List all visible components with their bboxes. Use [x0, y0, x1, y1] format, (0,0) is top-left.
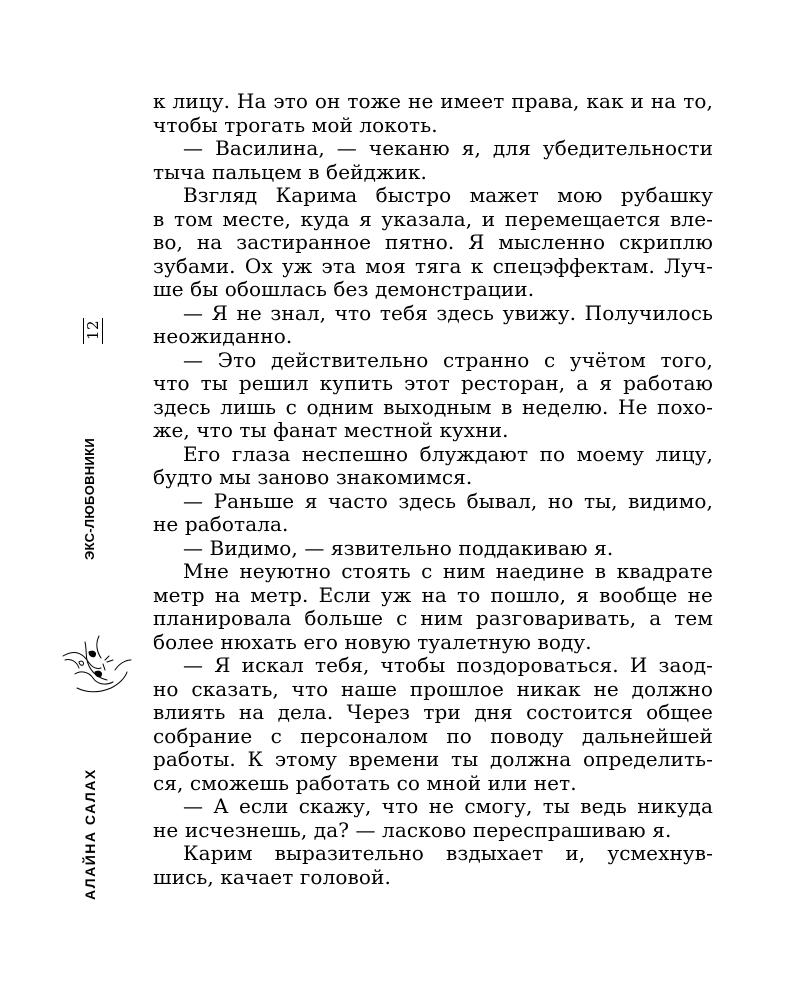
text-line: же, что ты фанат местной кухни.: [153, 418, 509, 442]
text-line: более нюхать его новую туалетную воду.: [153, 629, 592, 654]
text-line: будто мы заново знакомимся.: [153, 465, 473, 489]
floral-ornament-icon: [55, 630, 135, 710]
page-number: [83, 318, 103, 344]
text-line: тыча пальцем в бейджик.: [153, 159, 427, 184]
text-line: не исчезнешь, да? — ласково переспрашиваю я.: [153, 817, 672, 842]
text-line: работы. К этому времени ты должна определить-: [153, 747, 713, 771]
text-line: — Я не знал, что тебя здесь увижу. Получилось: [183, 300, 713, 325]
text-line: в том месте, куда я указала, и перемещается вле-: [153, 206, 713, 231]
text-line: планировала больше с ним разговаривать, а тем: [153, 606, 713, 630]
text-line: зубами. Ох уж эта моя тяга к спецэффектам. Луч-: [153, 253, 713, 278]
text-line: здесь лишь с одним выходным в неделю. Не похо-: [153, 394, 713, 419]
body-text: [153, 90, 713, 889]
text-line: метр на метр. Если уж на то пошло, я вообще не: [153, 582, 713, 607]
page-number-text: 12: [84, 319, 102, 340]
text-line: — Раньше я часто здесь бывал, но ты, видимо,: [183, 488, 713, 513]
text-line: Его глаза неспешно блуждают по моему лицу,: [183, 441, 713, 466]
text-line: ся, сможешь работать со мной или нет.: [153, 770, 577, 795]
text-line: что ты решил купить этот ресторан, а я работаю: [153, 371, 713, 395]
text-line: Мне неуютно стоять с ним наедине в квадрате: [183, 559, 713, 583]
running-title-text: ЭКС-ЛЮБОВНИКИ: [82, 437, 97, 560]
text-line: — Видимо, — язвительно поддакиваю я.: [183, 535, 614, 560]
text-line: не работала.: [153, 512, 289, 536]
text-line: — Это действительно странно с учётом того,: [183, 347, 713, 372]
text-line: но сказать, что наше прошлое никак не должно: [153, 676, 713, 701]
text-line: — Василина, — чеканю я, для убедительности: [183, 136, 713, 160]
text-line: Карим выразительно вздыхает и, усмехнув-: [183, 841, 713, 865]
text-line: — А если скажу, что не смогу, ты ведь никуда: [183, 794, 713, 818]
text-line: неожиданно.: [153, 324, 293, 348]
text-line: собрание с персоналом по поводу дальнейшей: [153, 723, 713, 748]
text-line: Взгляд Карима быстро мажет мою рубашку: [183, 183, 713, 207]
text-line: чтобы трогать мой локоть.: [153, 112, 438, 137]
text-line: шись, качает головой.: [153, 864, 391, 889]
text-line: ше бы обошлась без демонстрации.: [153, 277, 535, 301]
text-line: — Я искал тебя, чтобы поздороваться. И заод-: [183, 653, 713, 677]
text-line: во, на застиранное пятно. Я мысленно скриплю: [153, 230, 713, 254]
author-name-text: АЛАЙНА САЛАХ: [82, 768, 98, 900]
text-line: к лицу. На это он тоже не имеет права, как и на то,: [153, 89, 713, 113]
text-line: влиять на дела. Через три дня состоится общее: [153, 700, 713, 724]
